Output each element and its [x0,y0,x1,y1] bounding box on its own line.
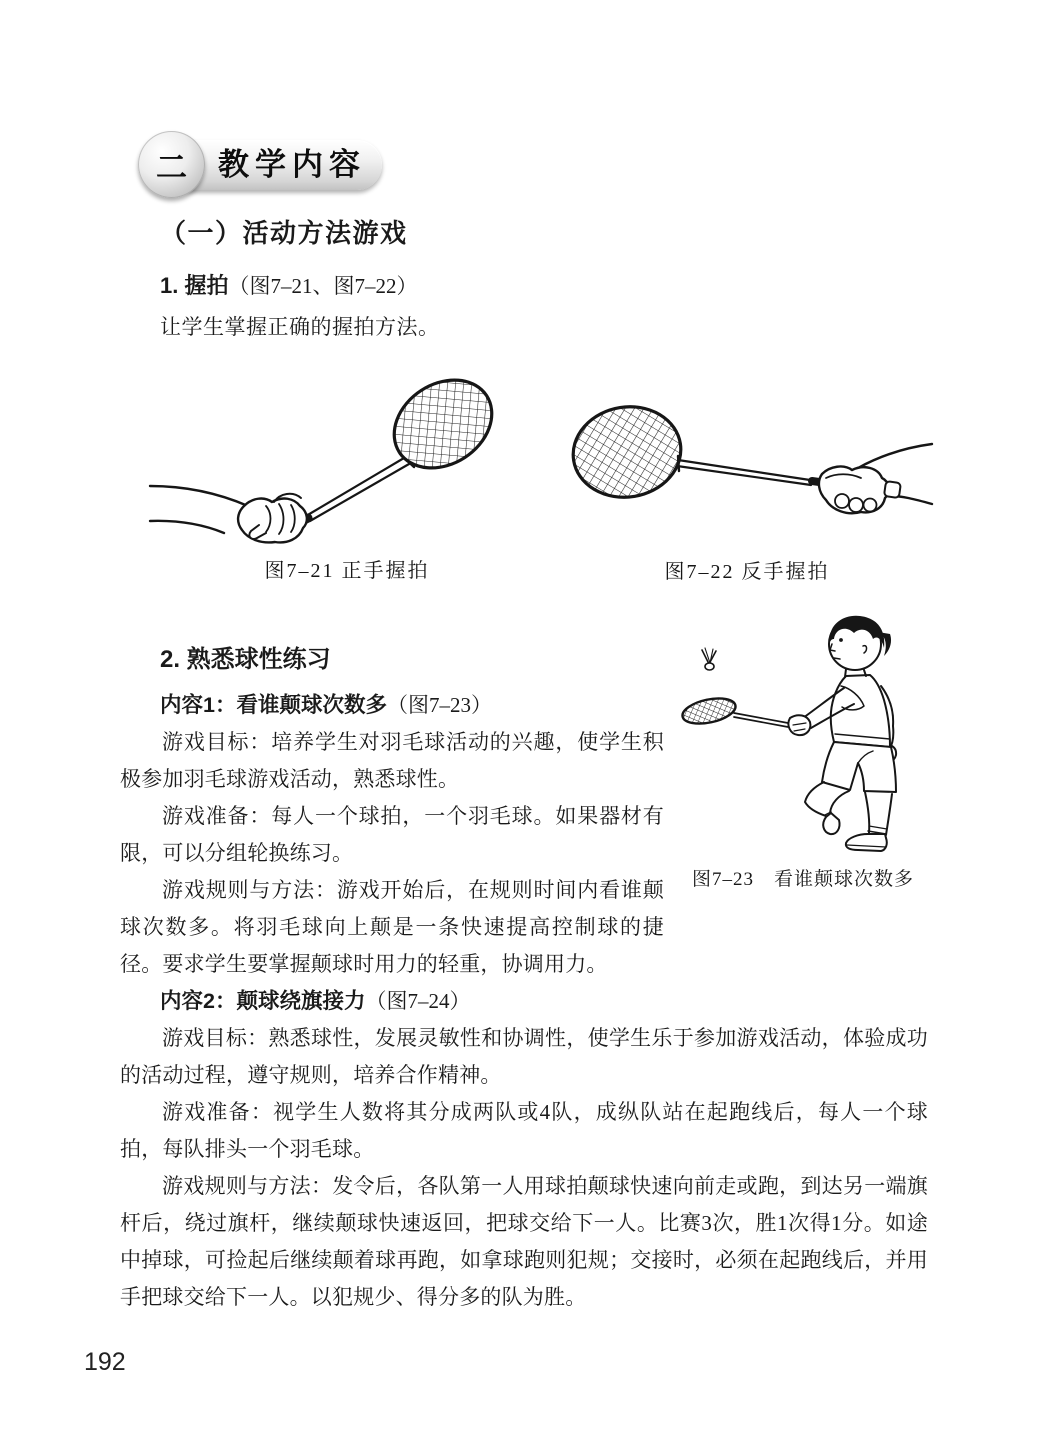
item1-figure-ref: （图7–21、图7–22） [228,274,418,298]
section-badge-title: 教学内容 [218,147,366,182]
content1-paragraph-prep: 游戏准备：每人一个球拍，一个羽毛球。如果器材有限，可以分组轮换练习。 [120,804,664,865]
content1-label: 内容1：看谁颠球次数多 [160,693,387,717]
content2-paragraph-rules: 游戏规则与方法：发令后，各队第一人用球拍颠球快速向前走或跑，到达另一端旗杆后，绕过旗杆，继续颠球快速返回，把球交给下一人。比赛3次，胜1次得1分。如途中掉球，可捡起后继续颠着球再跑，如拿球跑则犯规；交接时，必须在起跑线后，并用手把球交给下一人。以犯规少、得分多的队为胜。 [120,1174,928,1309]
content2-label: 内容2：颠球绕旗接力 [160,989,366,1013]
figure-7-23-caption: 图7–23 看谁颠球次数多 [691,869,914,890]
item1-heading-row [160,269,417,300]
item1-body: 让学生掌握正确的握拍方法。 [160,315,440,339]
content2-paragraph-goal: 游戏目标：熟悉球性，发展灵敏性和协调性，使学生乐于参加游戏活动，体验成功的活动过程，遵守规则，培养合作精神。 [120,1026,928,1087]
content2-heading-row [120,983,928,1020]
figure-7-21-caption: 图7–21 正手握拍 [264,560,430,582]
item2-heading: 2. 熟悉球性练习 [160,646,331,673]
page-number: 192 [84,1348,126,1376]
figure-7-22 [560,382,934,584]
figure-7-22-caption: 图7–22 反手握拍 [664,561,830,583]
backhand-grip-racket-illustration [560,382,934,522]
section-badge-number: 二 [156,150,187,185]
content2-paragraph-prep: 游戏准备：视学生人数将其分成两队或4队，成纵队站在起跑线后，每人一个球拍，每队排头一个羽毛球。 [120,1100,928,1161]
subsection-title: （一）活动方法游戏 [160,219,408,248]
content2-figure-ref: （图7–24） [365,989,471,1013]
figure-7-21 [148,374,546,583]
section-2 [120,640,928,1316]
content1-figure-ref: （图7–23） [386,693,492,717]
content1-paragraph-rules: 游戏规则与方法：游戏开始后，在规则时间内看谁颠球次数多。将羽毛球向上颠是一条快速提高控制球的捷径。要求学生要掌握颠球时用力的轻重，协调用力。 [120,878,664,976]
section-badge [138,131,384,199]
section-badge-circle [138,131,205,198]
item1-heading: 1. 握拍 [160,273,229,298]
boy-bouncing-shuttlecock-illustration [678,614,928,859]
content1-paragraph-goal: 游戏目标：培养学生对羽毛球活动的兴趣，使学生积极参加羽毛球游戏活动，熟悉球性。 [120,730,664,791]
figure-7-23 [678,614,928,898]
forehand-grip-racket-illustration [148,374,546,546]
